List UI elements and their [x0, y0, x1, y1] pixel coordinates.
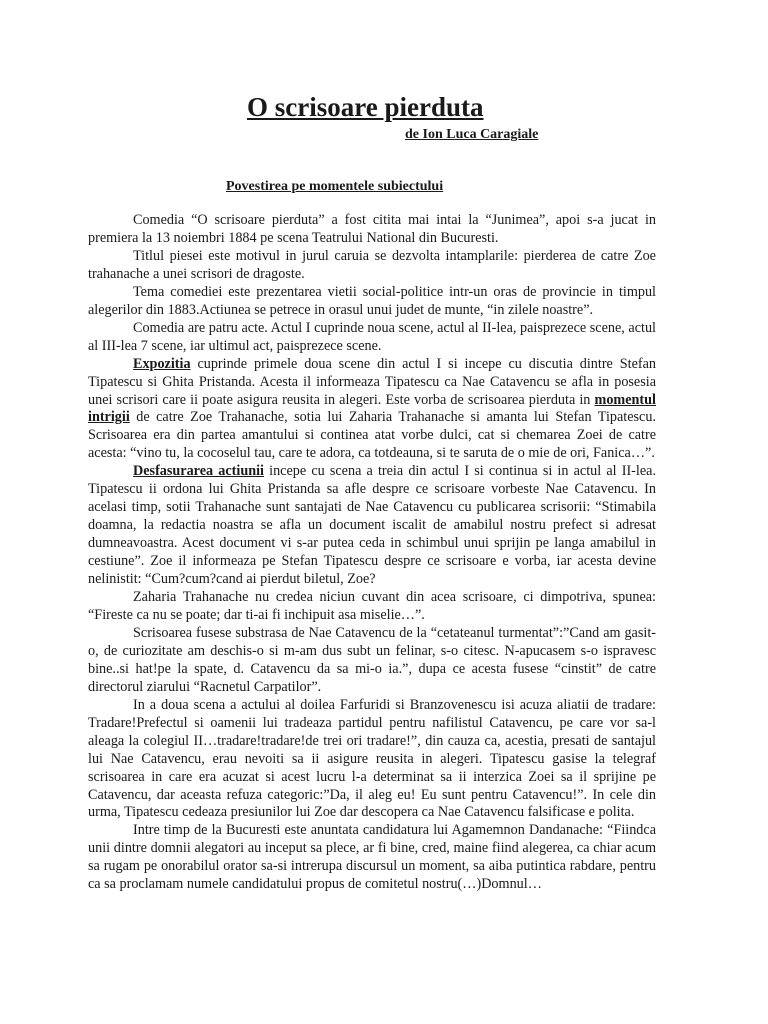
- paragraph: [88, 589, 656, 625]
- document-title: O scrisoare pierduta: [247, 92, 484, 122]
- paragraph-text: Intre timp de la Bucuresti este anuntata candidatura lui Agamemnon Dandanache: “Fiindca unii dintre domnii alegatori au inceput sa plece, ar fi bine, cred, maine fiind alegerea, ca chiar acum sa rugam pe onorabilul orator sa-si intrerupa discursul un moment, sa aiba putintica rabdare, pentru ca sa proclamam numele candidatului propus de comitetul nostru(…)Domnul…: [88, 822, 656, 893]
- document-author: de Ion Luca Caragiale: [405, 127, 539, 142]
- paragraph-text: de catre Zoe Trahanache, sotia lui Zaharia Trahanache si amanta lui Stefan Tipatescu. Scrisoarea era din partea amantului si continea atat vorbe dulci, cat si chemarea Zoei de catre acesta: “vino tu, la cocoselul tau, care te adora, ca totdeauna, si te saruta de o mie de ori, Fanica…”.: [88, 409, 656, 462]
- paragraph-text: Titlul piesei este motivul in jurul caruia se dezvolta intamplarile: pierderea de catre Zoe trahanache a unei scrisori de dragoste.: [88, 247, 656, 282]
- paragraph: [88, 212, 656, 248]
- section-heading: Povestirea pe momentele subiectului: [226, 179, 444, 194]
- paragraph-text: Zaharia Trahanache nu credea niciun cuvant din acea scrisoare, ci dimpotriva, spunea: “Fireste ca nu se poate; dar ti-ai fi inchipuit asa miselie…”.: [88, 589, 656, 623]
- paragraph-text: Scrisoarea fusese substrasa de Nae Catavencu de la “cetateanul turmentat”:”Cand am gasit-o, de curiozitate am deschis-o si m-am dus subt un felinar, s-o citesc. N-apucasem s-o ispravesc bine..si hat!pe la spate, d. Catavencu da sa mi-o ia.”, dupa ce acesta fusese “cinstit” de catre directorul ziarului “Racnetul Carpatilor”.: [88, 624, 656, 695]
- paragraph: [88, 320, 656, 356]
- paragraph-text: Comedia are patru acte. Actul I cuprinde noua scene, actul al II-lea, paisprezece scene, actul al III-lea 7 scene, iar ultimul act, paisprezece scene.: [88, 319, 656, 354]
- paragraph-text: incepe cu scena a treia din actul I si continua si in actul al II-lea. Tipatescu ii ordona lui Ghita Pristanda sa afle despre ce scrisoare vorbeste Nae Catavencu. In acelasi timp, sotii Trahanache sunt santajati de Nae Catavencu cu publicarea scrisorii: “Stimabila doamna, la redactia noastra se afla un document iscalit de amabilul nostru prefect si adresat dumneavoastra. Acest document vi s-ar putea ceda in schimbul unui sprijin pe langa amabilul in cestiune”. Zoe il informeaza pe Stefan Tipatescu despre ce scrisoare e vorba, iar acesta devine nelinistit: “Cum?cum?cand ai pierdut biletul, Zoe?: [88, 463, 656, 588]
- paragraph: [88, 625, 656, 697]
- paragraph: [88, 356, 656, 464]
- document-body: [88, 212, 656, 894]
- paragraph: [88, 822, 656, 894]
- paragraph: [88, 284, 656, 320]
- paragraph: [88, 697, 656, 823]
- keyword-momentul-intrigii: momentul intrigii: [88, 391, 656, 426]
- keyword-desfasurarea-actiunii: Desfasurarea actiunii: [133, 463, 264, 480]
- paragraph-text: Tema comediei este prezentarea vietii social-politice intr-un oras de provincie in timpul alegerilor din 1883.Actiunea se petrece in orasul unui judet de munte, “in zilele noastre”.: [88, 283, 656, 318]
- paragraph-text: cuprinde primele doua scene din actul I si incepe cu discutia dintre Stefan Tipatescu si Ghita Pristanda. Acesta il informeaza Tipatescu ca Nae Catavencu se afla in posesia unei scrisori care ii poate asigura reusita in alegeri. Este vorba de scrisoarea pierduta in: [88, 355, 656, 408]
- keyword-expozitia: Expozitia: [133, 355, 191, 372]
- paragraph-text: In a doua scena a actului al doilea Farfuridi si Branzovenescu isi acuza aliatii de tradare: Tradare!Prefectul si oamenii lui tradeaza partidul pentru nafilistul Catavencu, pe care vor sa-l aleaga la colegiul II…tradare!tradare!de trei ori tradare!”, din cauza ca, acestia, presati de santajul lui Nae Catavencu, erau nevoiti sa ii asigure reusita in alegeri. Tipatescu gasise la telegraf scrisoarea in care era acuzat si acest lucru l-a determinat sa ii interzica Zoei sa il sprijine pe Catavencu, dar aceasta refuza categoric:”Da, il aleg eu! Eu sunt pentru Catavencu!”. In cele din urma, Tipatescu cedeaza presiunilor lui Zoe dar descopera ca Nae Catavencu falsificase e polita.: [88, 696, 656, 821]
- paragraph: [88, 463, 656, 589]
- paragraph: [88, 248, 656, 284]
- paragraph-text: Comedia “O scrisoare pierduta” a fost citita mai intai la “Junimea”, apoi s-a jucat in premiera la 13 noiembri 1884 pe scena Teatrului National din Bucuresti.: [88, 212, 656, 246]
